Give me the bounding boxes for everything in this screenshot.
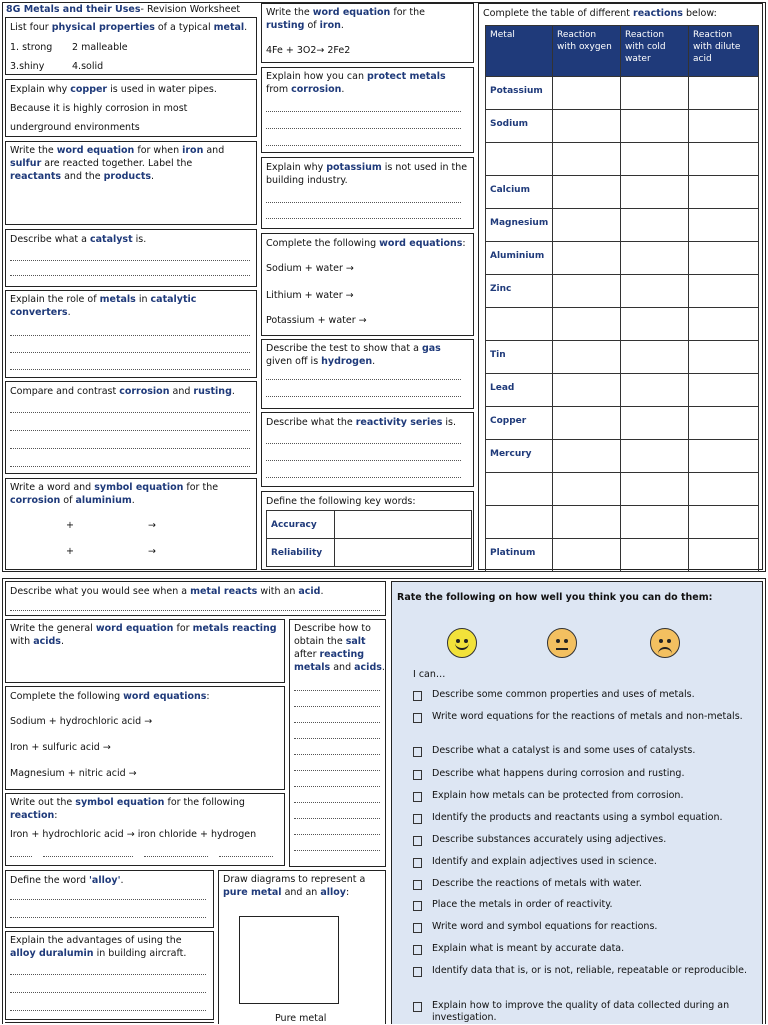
salt-question-box bbox=[289, 619, 386, 867]
rating-item bbox=[413, 834, 753, 846]
reaction-cold-water-cell[interactable] bbox=[621, 110, 689, 143]
reaction-oxygen-cell[interactable] bbox=[553, 308, 621, 341]
reaction-oxygen-cell[interactable] bbox=[553, 242, 621, 275]
reactivity-series-question-text: Describe what the reactivity series is. bbox=[266, 417, 456, 428]
reaction-dilute-acid-cell[interactable] bbox=[689, 539, 759, 572]
table-row-metal: Lead bbox=[486, 374, 553, 407]
hydrogen-test-question-text: Describe the test to show that a gas given off is hydrogen. bbox=[266, 343, 441, 367]
checkbox-icon[interactable] bbox=[413, 814, 422, 824]
reaction-dilute-acid-cell[interactable] bbox=[689, 143, 759, 176]
reaction-oxygen-cell[interactable] bbox=[553, 407, 621, 440]
pure-metal-drawing-area[interactable] bbox=[239, 916, 339, 1004]
rating-item bbox=[413, 899, 753, 911]
symbol-equation-reaction: Iron + hydrochloric acid → iron chloride + hydrogen bbox=[10, 829, 257, 840]
equation-lithium-water: Lithium + water → bbox=[266, 290, 354, 301]
answer-line[interactable] bbox=[294, 850, 380, 851]
answer-line[interactable] bbox=[10, 260, 250, 261]
answer-property-3: 3.shiny bbox=[10, 61, 45, 72]
answer-line[interactable] bbox=[266, 145, 461, 146]
rating-title: Rate the following on how well you think you can do them: bbox=[397, 592, 713, 603]
answer-line[interactable] bbox=[10, 610, 380, 611]
protect-question-box bbox=[261, 67, 474, 153]
rating-item bbox=[413, 689, 753, 701]
equation-potassium-water: Potassium + water → bbox=[266, 315, 367, 326]
column-header-oxygen: Reaction with oxygen bbox=[553, 26, 621, 77]
rating-item bbox=[413, 965, 753, 977]
reaction-dilute-acid-cell[interactable] bbox=[689, 473, 759, 506]
key-word-accuracy-answer[interactable] bbox=[335, 511, 472, 539]
reaction-oxygen-cell[interactable] bbox=[553, 473, 621, 506]
table-row-metal: Sodium bbox=[486, 110, 553, 143]
answer-property-1: 1. strong bbox=[10, 42, 53, 53]
copper-answer-line-1: Because it is highly corrosion in most bbox=[10, 103, 188, 114]
answer-line[interactable] bbox=[294, 722, 380, 723]
checkbox-icon[interactable] bbox=[413, 747, 422, 757]
general-equation-question-text: Write the general word equation for metals reacting with acids. bbox=[10, 623, 277, 647]
metal-acid-box bbox=[5, 581, 386, 616]
sad-face-icon[interactable] bbox=[650, 628, 680, 658]
reaction-oxygen-cell[interactable] bbox=[553, 374, 621, 407]
rusting-answer: 4Fe + 3O2→ 2Fe2 bbox=[266, 45, 351, 56]
reaction-cold-water-cell[interactable] bbox=[621, 275, 689, 308]
equation-sodium-hcl: Sodium + hydrochloric acid → bbox=[10, 716, 153, 727]
pure-metal-label: Pure metal bbox=[275, 1013, 327, 1024]
reaction-oxygen-cell[interactable] bbox=[553, 143, 621, 176]
answer-line[interactable] bbox=[10, 448, 250, 449]
checkbox-icon[interactable] bbox=[413, 880, 422, 890]
answer-line[interactable] bbox=[10, 899, 206, 900]
checkbox-icon[interactable] bbox=[413, 967, 422, 977]
checkbox-icon[interactable] bbox=[413, 713, 422, 723]
key-words-title: Define the following key words: bbox=[266, 496, 416, 507]
table-row-metal bbox=[486, 473, 553, 506]
answer-line[interactable] bbox=[266, 111, 461, 112]
answer-line[interactable] bbox=[266, 218, 461, 219]
rating-item bbox=[413, 878, 753, 890]
water-equations-question-text: Complete the following word equations: bbox=[266, 238, 466, 249]
protect-question-text: Explain how you can protect metals from corrosion. bbox=[266, 71, 446, 95]
answer-line[interactable] bbox=[294, 690, 380, 691]
column-header-metal: Metal bbox=[486, 26, 553, 77]
table-row-metal bbox=[486, 308, 553, 341]
rating-item-label: Explain what is meant by accurate data. bbox=[432, 943, 625, 954]
answer-line[interactable] bbox=[43, 856, 133, 857]
duralumin-question-text: Explain the advantages of using the alloy duralumin in building aircraft. bbox=[10, 935, 187, 959]
reactions-table-intro: Complete the table of different reactions below: bbox=[483, 8, 717, 19]
potassium-question-text: Explain why potassium is not used in the building industry. bbox=[266, 162, 468, 186]
rating-item-label: Explain how to improve the quality of data collected during an investigation. bbox=[432, 1000, 730, 1023]
neutral-face-icon[interactable] bbox=[547, 628, 577, 658]
answer-line[interactable] bbox=[294, 738, 380, 739]
reaction-cold-water-cell[interactable] bbox=[621, 176, 689, 209]
rating-item bbox=[413, 812, 753, 824]
acid-equations-box bbox=[5, 686, 285, 790]
answer-line[interactable] bbox=[10, 412, 250, 413]
key-words-table bbox=[266, 510, 472, 567]
alloy-definition-question-text: Define the word 'alloy'. bbox=[10, 875, 124, 886]
table-row-metal: Zinc bbox=[486, 275, 553, 308]
answer-line[interactable] bbox=[10, 856, 32, 857]
answer-line[interactable] bbox=[10, 917, 206, 918]
equation-magnesium-nitric: Magnesium + nitric acid → bbox=[10, 768, 137, 779]
answer-line[interactable] bbox=[10, 352, 250, 353]
rating-item-label: Describe what a catalyst is and some uses of catalysts. bbox=[432, 745, 696, 756]
rating-item-label: Explain how metals can be protected from corrosion. bbox=[432, 790, 684, 801]
checkbox-icon[interactable] bbox=[413, 770, 422, 780]
table-row-metal bbox=[486, 143, 553, 176]
reaction-oxygen-cell[interactable] bbox=[553, 110, 621, 143]
answer-line[interactable] bbox=[219, 856, 273, 857]
arrow-icon: → bbox=[148, 520, 156, 531]
reaction-oxygen-cell[interactable] bbox=[553, 77, 621, 110]
table-row-metal: Potassium bbox=[486, 77, 553, 110]
checkbox-icon[interactable] bbox=[413, 923, 422, 933]
answer-line[interactable] bbox=[294, 802, 380, 803]
equation-sodium-water: Sodium + water → bbox=[266, 263, 354, 274]
checkbox-icon[interactable] bbox=[413, 901, 422, 911]
answer-line[interactable] bbox=[266, 396, 461, 397]
checkbox-icon[interactable] bbox=[413, 792, 422, 802]
reaction-dilute-acid-cell[interactable] bbox=[689, 275, 759, 308]
bottom-left-edge-line bbox=[5, 1022, 214, 1023]
key-words-box bbox=[261, 491, 474, 570]
key-word-reliability-answer[interactable] bbox=[335, 539, 472, 567]
answer-line[interactable] bbox=[10, 466, 250, 467]
water-equations-box bbox=[261, 233, 474, 336]
iron-sulfur-question-text: Write the word equation for when iron and sulfur are reacted together. Label the reactants and the products. bbox=[10, 145, 225, 182]
iron-sulfur-question-box bbox=[5, 141, 257, 225]
diagrams-question-box bbox=[218, 870, 386, 1024]
rating-item bbox=[413, 943, 753, 955]
arrow-icon: → bbox=[148, 546, 156, 557]
reactions-table bbox=[485, 25, 759, 572]
properties-question-box bbox=[5, 17, 257, 75]
properties-question-text: List four physical properties of a typical metal. bbox=[10, 22, 248, 33]
answer-line[interactable] bbox=[294, 754, 380, 755]
copper-answer-line-2: underground environments bbox=[10, 122, 140, 133]
rating-item bbox=[413, 856, 753, 868]
checkbox-icon[interactable] bbox=[413, 1002, 422, 1012]
aluminium-question-box bbox=[5, 478, 257, 570]
reaction-dilute-acid-cell[interactable] bbox=[689, 374, 759, 407]
answer-line[interactable] bbox=[294, 770, 380, 771]
happy-face-icon[interactable] bbox=[447, 628, 477, 658]
answer-line[interactable] bbox=[266, 477, 461, 478]
rating-item-label: Describe the reactions of metals with water. bbox=[432, 878, 642, 889]
i-can-label: I can… bbox=[413, 669, 446, 680]
reaction-dilute-acid-cell[interactable] bbox=[689, 308, 759, 341]
table-row-metal: Calcium bbox=[486, 176, 553, 209]
reaction-cold-water-cell[interactable] bbox=[621, 539, 689, 572]
general-equation-box bbox=[5, 619, 285, 683]
rating-item-label: Write word and symbol equations for reactions. bbox=[432, 921, 658, 932]
worksheet-title: 8G Metals and their Uses- Revision Worksheet bbox=[6, 4, 241, 15]
rating-item bbox=[413, 921, 753, 933]
reaction-cold-water-cell[interactable] bbox=[621, 143, 689, 176]
symbol-equation-question-text: Write out the symbol equation for the following reaction: bbox=[10, 797, 245, 821]
checkbox-icon[interactable] bbox=[413, 858, 422, 868]
reaction-dilute-acid-cell[interactable] bbox=[689, 77, 759, 110]
table-row-metal: Aluminium bbox=[486, 242, 553, 275]
rating-item bbox=[413, 745, 753, 757]
reaction-cold-water-cell[interactable] bbox=[621, 407, 689, 440]
rating-item bbox=[413, 711, 753, 723]
reactivity-series-box bbox=[261, 412, 474, 487]
answer-line[interactable] bbox=[294, 786, 380, 787]
answer-line[interactable] bbox=[10, 992, 206, 993]
rating-panel bbox=[391, 581, 763, 1024]
salt-question-text: Describe how to obtain the salt after reacting metals and acids. bbox=[294, 623, 385, 673]
answer-line[interactable] bbox=[294, 834, 380, 835]
corrosion-question-box bbox=[5, 381, 257, 474]
rating-item-label: Identify and explain adjectives used in science. bbox=[432, 856, 657, 867]
checkbox-icon[interactable] bbox=[413, 945, 422, 955]
answer-line[interactable] bbox=[10, 369, 250, 370]
reaction-cold-water-cell[interactable] bbox=[621, 374, 689, 407]
reaction-oxygen-cell[interactable] bbox=[553, 176, 621, 209]
rating-item-label: Identify the products and reactants using a symbol equation. bbox=[432, 812, 723, 823]
reaction-oxygen-cell[interactable] bbox=[553, 440, 621, 473]
rating-item-label: Describe what happens during corrosion and rusting. bbox=[432, 768, 685, 779]
plus-sign: + bbox=[66, 546, 74, 557]
copper-question-box bbox=[5, 79, 257, 137]
answer-line[interactable] bbox=[266, 443, 461, 444]
aluminium-question-text: Write a word and symbol equation for the corrosion of aluminium. bbox=[10, 482, 219, 506]
reaction-oxygen-cell[interactable] bbox=[553, 341, 621, 374]
corrosion-question-text: Compare and contrast corrosion and rusting. bbox=[10, 386, 235, 397]
answer-line[interactable] bbox=[266, 128, 461, 129]
plus-sign: + bbox=[66, 520, 74, 531]
column-header-dilute-acid: Reaction with dilute acid bbox=[689, 26, 759, 77]
reaction-cold-water-cell[interactable] bbox=[621, 506, 689, 539]
potassium-question-box bbox=[261, 157, 474, 229]
rating-item-label: Identify data that is, or is not, reliable, repeatable or reproducible. bbox=[432, 965, 747, 976]
answer-line[interactable] bbox=[144, 856, 208, 857]
reaction-dilute-acid-cell[interactable] bbox=[689, 209, 759, 242]
reaction-dilute-acid-cell[interactable] bbox=[689, 407, 759, 440]
reaction-dilute-acid-cell[interactable] bbox=[689, 440, 759, 473]
answer-line[interactable] bbox=[10, 1010, 206, 1011]
answer-line[interactable] bbox=[10, 974, 206, 975]
answer-line[interactable] bbox=[266, 202, 461, 203]
answer-line[interactable] bbox=[10, 275, 250, 276]
reaction-cold-water-cell[interactable] bbox=[621, 242, 689, 275]
reaction-dilute-acid-cell[interactable] bbox=[689, 242, 759, 275]
reaction-oxygen-cell[interactable] bbox=[553, 209, 621, 242]
table-row-metal: Platinum bbox=[486, 539, 553, 572]
answer-line[interactable] bbox=[266, 379, 461, 380]
table-row-metal: Copper bbox=[486, 407, 553, 440]
reaction-dilute-acid-cell[interactable] bbox=[689, 341, 759, 374]
checkbox-icon[interactable] bbox=[413, 836, 422, 846]
diagrams-question-text: Draw diagrams to represent a pure metal and an alloy: bbox=[223, 874, 366, 898]
copper-question-text: Explain why copper is used in water pipes. bbox=[10, 84, 217, 95]
rating-item-label: Describe some common properties and uses of metals. bbox=[432, 689, 695, 700]
reaction-cold-water-cell[interactable] bbox=[621, 77, 689, 110]
answer-line[interactable] bbox=[294, 706, 380, 707]
table-row-metal: Tin bbox=[486, 341, 553, 374]
table-row-metal bbox=[486, 506, 553, 539]
table-row-metal: Mercury bbox=[486, 440, 553, 473]
answer-line[interactable] bbox=[10, 335, 250, 336]
reaction-cold-water-cell[interactable] bbox=[621, 473, 689, 506]
table-row-metal: Magnesium bbox=[486, 209, 553, 242]
key-word-reliability: Reliability bbox=[267, 539, 335, 567]
converters-question-text: Explain the role of metals in catalytic converters. bbox=[10, 294, 197, 318]
alloy-definition-box bbox=[5, 870, 214, 928]
rating-item bbox=[413, 790, 753, 802]
reaction-dilute-acid-cell[interactable] bbox=[689, 506, 759, 539]
reaction-dilute-acid-cell[interactable] bbox=[689, 110, 759, 143]
answer-line[interactable] bbox=[10, 430, 250, 431]
reaction-dilute-acid-cell[interactable] bbox=[689, 176, 759, 209]
answer-line[interactable] bbox=[294, 818, 380, 819]
converters-question-box bbox=[5, 290, 257, 378]
reaction-cold-water-cell[interactable] bbox=[621, 308, 689, 341]
rusting-question-text: Write the word equation for the rusting of iron. bbox=[266, 7, 426, 31]
reaction-cold-water-cell[interactable] bbox=[621, 341, 689, 374]
rating-item bbox=[413, 1000, 753, 1024]
reactions-table-box bbox=[478, 3, 763, 570]
key-word-accuracy: Accuracy bbox=[267, 511, 335, 539]
catalyst-question-box bbox=[5, 229, 257, 287]
equation-iron-sulfuric: Iron + sulfuric acid → bbox=[10, 742, 111, 753]
answer-line[interactable] bbox=[266, 460, 461, 461]
rusting-question-box bbox=[261, 3, 474, 63]
symbol-equation-box bbox=[5, 793, 285, 866]
acid-equations-question-text: Complete the following word equations: bbox=[10, 691, 210, 702]
catalyst-question-text: Describe what a catalyst is. bbox=[10, 234, 147, 245]
duralumin-question-box bbox=[5, 931, 214, 1020]
rating-item bbox=[413, 768, 753, 780]
reaction-oxygen-cell[interactable] bbox=[553, 506, 621, 539]
reaction-oxygen-cell[interactable] bbox=[553, 539, 621, 572]
rating-item-label: Place the metals in order of reactivity. bbox=[432, 899, 613, 910]
answer-property-4: 4.solid bbox=[72, 61, 104, 72]
reaction-cold-water-cell[interactable] bbox=[621, 440, 689, 473]
rating-item-label: Describe substances accurately using adjectives. bbox=[432, 834, 667, 845]
column-header-cold-water: Reaction with cold water bbox=[621, 26, 689, 77]
answer-property-2: 2 malleable bbox=[72, 42, 128, 53]
reaction-oxygen-cell[interactable] bbox=[553, 275, 621, 308]
metal-acid-question-text: Describe what you would see when a metal reacts with an acid. bbox=[10, 586, 324, 597]
checkbox-icon[interactable] bbox=[413, 691, 422, 701]
hydrogen-test-box bbox=[261, 339, 474, 409]
reaction-cold-water-cell[interactable] bbox=[621, 209, 689, 242]
rating-item-label: Write word equations for the reactions of metals and non-metals. bbox=[432, 711, 743, 722]
